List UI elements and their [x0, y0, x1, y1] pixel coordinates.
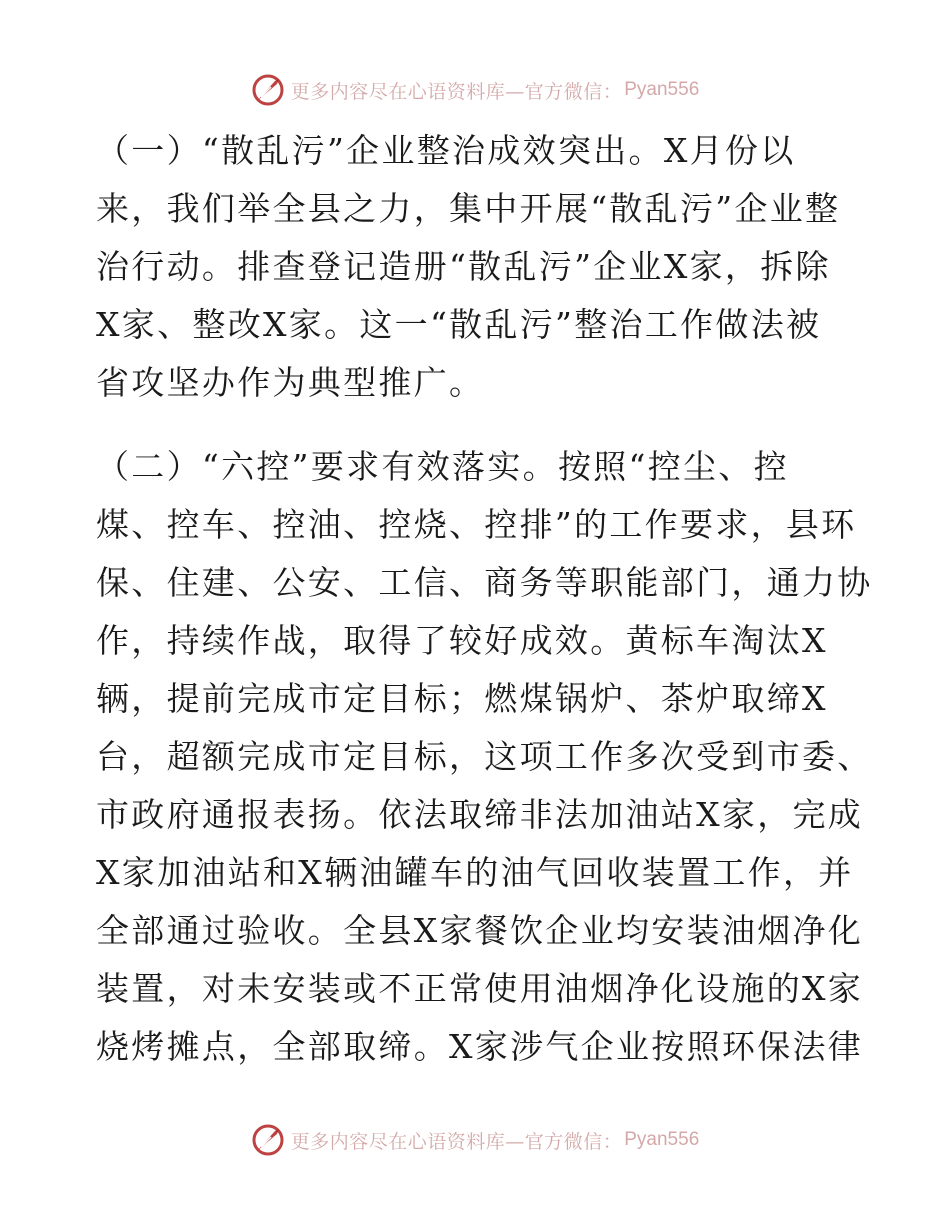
feather-pen-logo-icon [251, 1123, 285, 1157]
text-line: 辆，提前完成市定目标；燃煤锅炉、茶炉取缔X [96, 679, 828, 718]
text-line: 治行动。排查登记造册“散乱污”企业X家，拆除 [96, 247, 831, 286]
paragraph-2 [96, 438, 873, 1076]
text-line: （二）“六控”要求有效落实。按照“控尘、控 [96, 447, 789, 486]
text-line: 烧烤摊点，全部取缔。X家涉气企业按照环保法律 [96, 1027, 864, 1066]
text-line: X家加油站和X辆油罐车的油气回收装置工作，并 [96, 853, 854, 892]
text-line: （一）“散乱污”企业整治成效突出。X月份以 [96, 131, 796, 170]
text-line: 全部通过验收。全县X家餐饮企业均安装油烟净化 [96, 911, 864, 950]
text-line: X家、整改X家。这一“散乱污”整治工作做法被 [96, 305, 822, 344]
text-line: 来，我们举全县之力，集中开展“散乱污”企业整 [96, 189, 841, 228]
watermark-wechat-id: Pyan556 [624, 1129, 700, 1150]
paragraph-1 [96, 122, 856, 412]
feather-pen-logo-icon [251, 73, 285, 107]
text-line: 装置，对未安装或不正常使用油烟净化设施的X家 [96, 969, 864, 1008]
header-watermark [0, 68, 950, 112]
text-line: 省攻坚办作为典型推广。 [96, 363, 485, 402]
watermark-text: 更多内容尽在心语资料库—官方微信： [290, 80, 623, 103]
text-line: 作，持续作战，取得了较好成效。黄标车淘汰X [96, 621, 828, 660]
text-line: 保、住建、公安、工信、商务等职能部门，通力协 [96, 563, 873, 602]
watermark-wechat-id: Pyan556 [624, 79, 700, 100]
text-line: 市政府通报表扬。依法取缔非法加油站X家，完成 [96, 795, 864, 834]
text-line: 煤、控车、控油、控烧、控排”的工作要求，县环 [96, 505, 857, 544]
watermark-text: 更多内容尽在心语资料库—官方微信： [290, 1130, 623, 1153]
footer-watermark [0, 1118, 950, 1162]
text-line: 台，超额完成市定目标，这项工作多次受到市委、 [96, 737, 873, 776]
document-body [96, 122, 873, 1076]
